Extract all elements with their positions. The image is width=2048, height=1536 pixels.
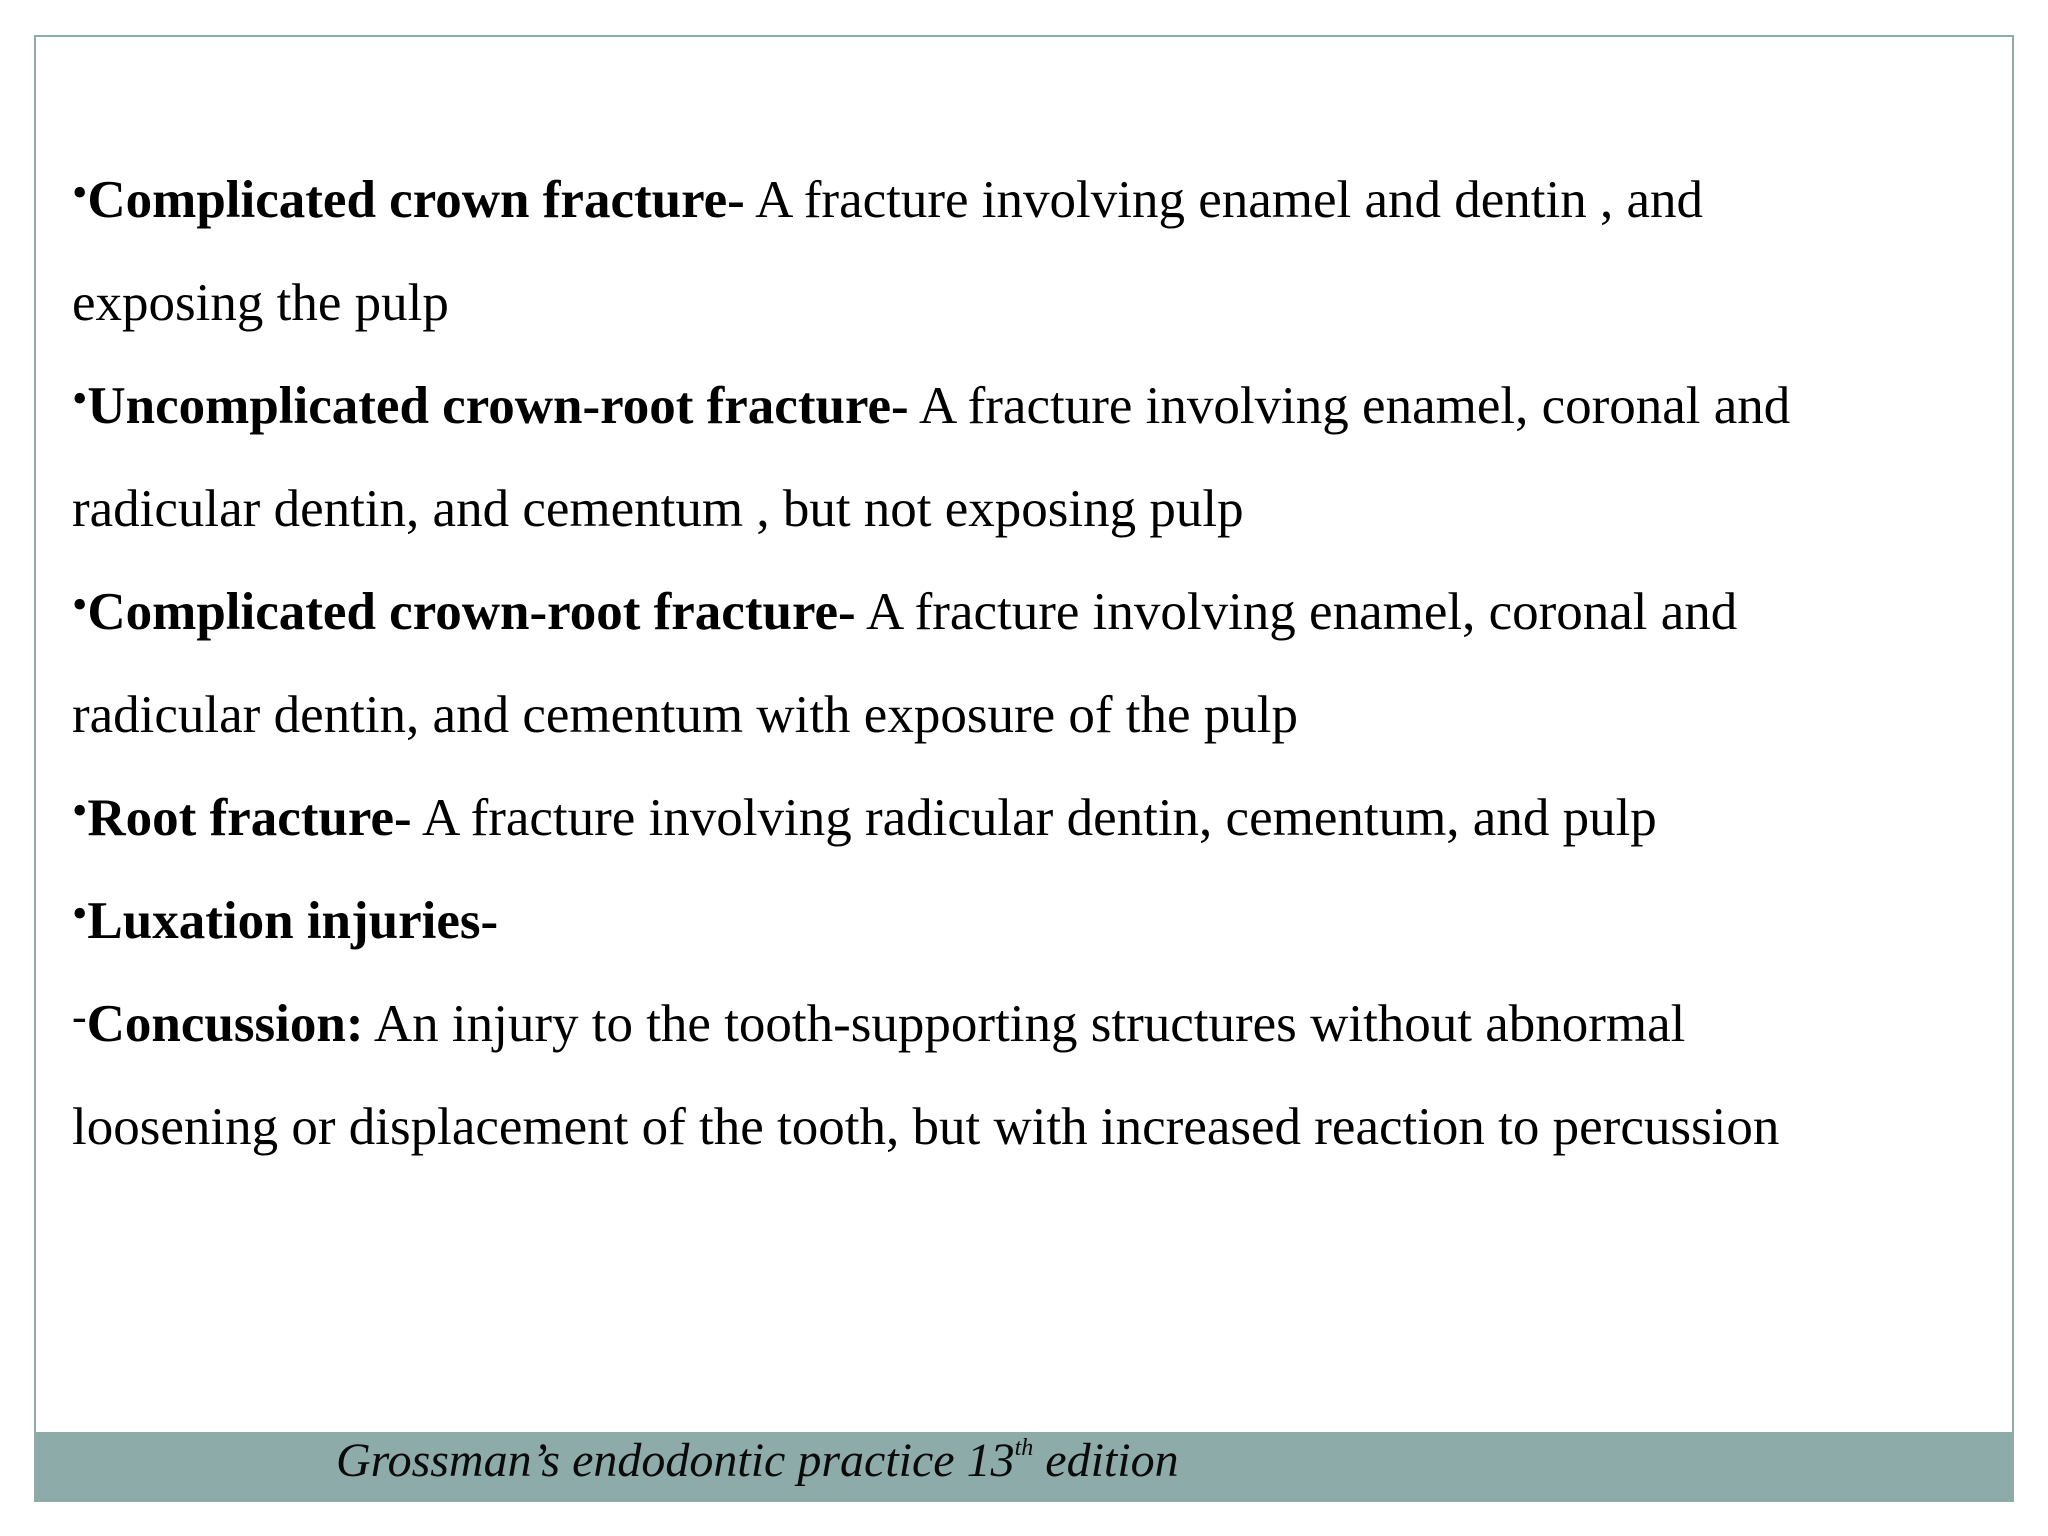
- footer-bar: [36, 1432, 2012, 1500]
- item-text: A fracture involving radicular dentin, cementum, and pulp: [411, 789, 1657, 847]
- list-item: [72, 870, 1992, 973]
- list-item: [72, 973, 1992, 1076]
- item-text: A fracture involving enamel, coronal and: [855, 583, 1738, 641]
- list-item-continuation: [72, 664, 1992, 767]
- bullet-marker: •: [72, 889, 88, 938]
- item-term: Concussion:: [86, 995, 364, 1053]
- item-text: radicular dentin, and cementum , but not exposing pulp: [72, 480, 1244, 538]
- item-term: Complicated crown fracture-: [87, 171, 745, 229]
- item-text: exposing the pulp: [72, 274, 449, 332]
- footer-text-sup: th: [1014, 1435, 1034, 1461]
- footer-text-end: edition: [1033, 1434, 1179, 1487]
- item-text: loosening or displacement of the tooth, but with increased reaction to percussion: [72, 1098, 1780, 1156]
- footer-citation: [336, 1432, 1179, 1490]
- list-item-continuation: [72, 458, 1992, 561]
- item-term: Root fracture-: [87, 789, 412, 847]
- item-text: A fracture involving enamel, coronal and: [908, 377, 1791, 435]
- item-text: radicular dentin, and cementum with exposure of the pulp: [72, 686, 1298, 744]
- footer-text-main: Grossman’s endodontic practice 13: [336, 1434, 1015, 1487]
- list-item: [72, 561, 1992, 664]
- list-item-continuation: [72, 252, 1992, 355]
- list-item: [72, 149, 1992, 252]
- slide-body: [72, 149, 1992, 1179]
- list-item: [72, 767, 1992, 870]
- bullet-marker: •: [72, 168, 88, 217]
- item-term: Uncomplicated crown-root fracture-: [87, 377, 909, 435]
- list-item: [72, 355, 1992, 458]
- item-text: An injury to the tooth-supporting structures without abnormal: [363, 995, 1686, 1053]
- dash-marker: -: [72, 992, 87, 1041]
- bullet-marker: •: [72, 374, 88, 423]
- item-term: Luxation injuries-: [87, 892, 499, 950]
- bullet-marker: •: [72, 580, 88, 629]
- list-item-continuation: [72, 1076, 1992, 1179]
- bullet-marker: •: [72, 786, 88, 835]
- item-text: A fracture involving enamel and dentin , and: [744, 171, 1703, 229]
- slide: [34, 35, 2014, 1502]
- item-term: Complicated crown-root fracture-: [87, 583, 856, 641]
